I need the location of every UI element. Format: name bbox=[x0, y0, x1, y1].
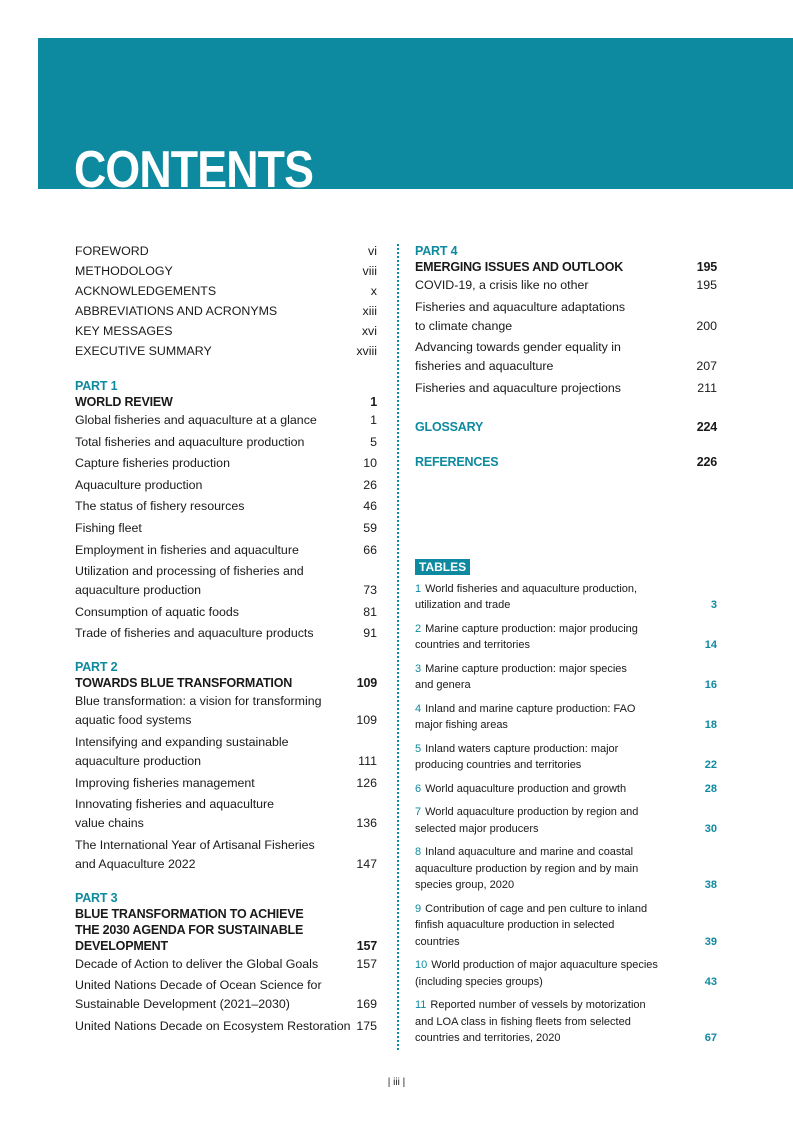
column-divider bbox=[397, 244, 399, 1050]
table-page: 22 bbox=[704, 759, 717, 772]
table-entry[interactable] bbox=[415, 781, 717, 798]
toc-left-column bbox=[75, 241, 377, 1039]
part-label: PART 3 bbox=[75, 890, 118, 905]
front-matter-list bbox=[75, 241, 377, 361]
table-title: World aquaculture production by region and selected major producers bbox=[415, 806, 639, 835]
part-2-entries bbox=[75, 692, 377, 873]
table-title: World fisheries and aquaculture production, utilization and trade bbox=[415, 582, 638, 612]
table-title: Marine capture production: major species and genera bbox=[415, 662, 627, 692]
table-page: 67 bbox=[704, 1032, 717, 1045]
part-label: PART 2 bbox=[75, 660, 118, 675]
page-title: CONTENTS bbox=[74, 141, 314, 189]
table-number: 8 bbox=[415, 846, 422, 859]
part-2-heading[interactable] bbox=[75, 659, 377, 691]
table-page: 16 bbox=[704, 679, 717, 692]
part-4-entries bbox=[415, 276, 717, 398]
part-3-heading[interactable] bbox=[75, 890, 377, 954]
part-title: BLUE TRANSFORMATION TO ACHIEVE THE 2030 AGENDA FOR SUSTAINABLE DEVELOPMENT 157 bbox=[75, 906, 377, 953]
part-title: EMERGING ISSUES AND OUTLOOK 195 bbox=[415, 260, 717, 274]
tables-heading: TABLES bbox=[415, 559, 470, 575]
table-entry[interactable] bbox=[415, 741, 717, 774]
toc-entry-methodology[interactable]: METHODOLOGY viii bbox=[75, 264, 377, 278]
toc-entry[interactable]: COVID-19, a crisis like no other 195 bbox=[415, 278, 717, 292]
table-page: 14 bbox=[704, 639, 717, 652]
table-title: Inland waters capture production: major producing countries and territories bbox=[415, 742, 619, 772]
table-entry[interactable] bbox=[415, 901, 717, 951]
toc-entry[interactable]: The International Year of Artisanal Fisheries and Aquaculture 2022 147 bbox=[75, 837, 377, 871]
table-page: 18 bbox=[704, 719, 717, 732]
table-number: 9 bbox=[415, 902, 422, 915]
tables-list bbox=[415, 581, 717, 1047]
table-number: 7 bbox=[415, 806, 422, 819]
part-3-entries bbox=[75, 955, 377, 1036]
table-title: Marine capture production: major producing countries and territories bbox=[415, 622, 638, 652]
table-number: 2 bbox=[415, 622, 422, 635]
toc-entry[interactable]: Capture fisheries production 10 bbox=[75, 456, 377, 471]
toc-entry-abbreviations[interactable]: ABBREVIATIONS AND ACRONYMS xiii bbox=[75, 304, 377, 318]
table-page: 30 bbox=[704, 822, 717, 835]
table-page: 28 bbox=[704, 782, 717, 795]
toc-entry[interactable]: Improving fisheries management 126 bbox=[75, 775, 377, 790]
toc-entry[interactable]: Global fisheries and aquaculture at a glance 1 bbox=[75, 413, 377, 427]
table-page: 38 bbox=[704, 879, 717, 892]
toc-entry-foreword[interactable]: FOREWORD vi bbox=[75, 244, 377, 258]
toc-entry[interactable]: Decade of Action to deliver the Global Goals 157 bbox=[75, 956, 377, 971]
toc-entry[interactable]: Intensifying and expanding sustainable aquaculture production 111 bbox=[75, 734, 377, 768]
table-entry[interactable] bbox=[415, 844, 717, 894]
table-number: 10 bbox=[415, 959, 428, 972]
toc-entry[interactable]: United Nations Decade on Ecosystem Restoration 175 bbox=[75, 1018, 377, 1033]
table-entry[interactable] bbox=[415, 581, 717, 614]
part-title: TOWARDS BLUE TRANSFORMATION 109 bbox=[75, 676, 377, 691]
toc-entry[interactable]: Utilization and processing of fisheries and aquaculture production 73 bbox=[75, 564, 377, 598]
table-entry[interactable] bbox=[415, 661, 717, 694]
part-title: WORLD REVIEW 1 bbox=[75, 395, 377, 409]
toc-entry-executive-summary[interactable]: EXECUTIVE SUMMARY xviii bbox=[75, 344, 377, 358]
toc-entry[interactable]: Aquaculture production 26 bbox=[75, 477, 377, 492]
part-1-entries bbox=[75, 411, 377, 643]
table-page: 3 bbox=[710, 599, 717, 612]
table-entry[interactable] bbox=[415, 621, 717, 654]
toc-entry-key-messages[interactable]: KEY MESSAGES xvi bbox=[75, 324, 377, 338]
table-page: 39 bbox=[704, 935, 717, 948]
tables-section bbox=[415, 558, 717, 1047]
table-title: World aquaculture production and growth bbox=[425, 782, 627, 795]
table-title: Inland and marine capture production: FAO major fishing areas bbox=[415, 702, 636, 732]
table-number: 1 bbox=[415, 582, 422, 595]
table-number: 4 bbox=[415, 702, 422, 715]
part-4-heading[interactable] bbox=[415, 243, 717, 275]
table-page: 43 bbox=[704, 975, 717, 988]
toc-entry-acknowledgements[interactable]: ACKNOWLEDGEMENTS x bbox=[75, 284, 377, 298]
toc-entry[interactable]: The status of fishery resources 46 bbox=[75, 499, 377, 514]
toc-entry[interactable]: United Nations Decade of Ocean Science for Sustainable Development (2021–2030) 169 bbox=[75, 978, 377, 1012]
part-label: PART 1 bbox=[75, 379, 118, 393]
toc-entry[interactable]: Trade of fisheries and aquaculture products 91 bbox=[75, 626, 377, 641]
header-banner bbox=[38, 38, 793, 189]
table-title: Contribution of cage and pen culture to inland finfish aquaculture production in selected countries bbox=[415, 902, 648, 948]
table-number: 5 bbox=[415, 742, 422, 755]
table-title: Inland aquaculture and marine and coastal aquaculture production by region and by main species group, 2020 bbox=[415, 846, 639, 892]
toc-entry[interactable]: Employment in fisheries and aquaculture 66 bbox=[75, 542, 377, 557]
table-entry[interactable] bbox=[415, 957, 717, 990]
toc-entry[interactable]: Innovating fisheries and aquaculture value chains 136 bbox=[75, 797, 377, 831]
toc-entry[interactable]: Consumption of aquatic foods 81 bbox=[75, 604, 377, 619]
toc-entry[interactable]: Fisheries and aquaculture projections 211 bbox=[415, 380, 717, 395]
part-label: PART 4 bbox=[415, 244, 458, 258]
toc-entry-references[interactable]: REFERENCES 226 bbox=[415, 454, 717, 469]
table-title: World production of major aquaculture species (including species groups) bbox=[415, 959, 658, 988]
toc-entry[interactable]: Fisheries and aquaculture adaptations to climate change 200 bbox=[415, 299, 717, 333]
page-number: | iii | bbox=[387, 1077, 406, 1088]
toc-entry[interactable]: Fishing fleet 59 bbox=[75, 520, 377, 535]
toc-entry[interactable]: Advancing towards gender equality in fisheries and aquaculture 207 bbox=[415, 340, 717, 374]
table-number: 3 bbox=[415, 662, 422, 675]
table-number: 6 bbox=[415, 782, 422, 795]
table-entry[interactable] bbox=[415, 701, 717, 734]
part-1-heading[interactable] bbox=[75, 378, 377, 410]
toc-entry[interactable]: Total fisheries and aquaculture production 5 bbox=[75, 434, 377, 449]
table-title: Reported number of vessels by motorization and LOA class in fishing fleets from selected countries and territories, 2020 bbox=[415, 999, 646, 1045]
table-entry[interactable] bbox=[415, 997, 717, 1047]
table-number: 11 bbox=[415, 999, 427, 1012]
toc-entry[interactable]: Blue transformation: a vision for transforming aquatic food systems 109 bbox=[75, 694, 377, 728]
toc-right-column bbox=[415, 243, 717, 1054]
table-entry[interactable] bbox=[415, 804, 717, 837]
toc-entry-glossary[interactable]: GLOSSARY 224 bbox=[415, 419, 717, 434]
